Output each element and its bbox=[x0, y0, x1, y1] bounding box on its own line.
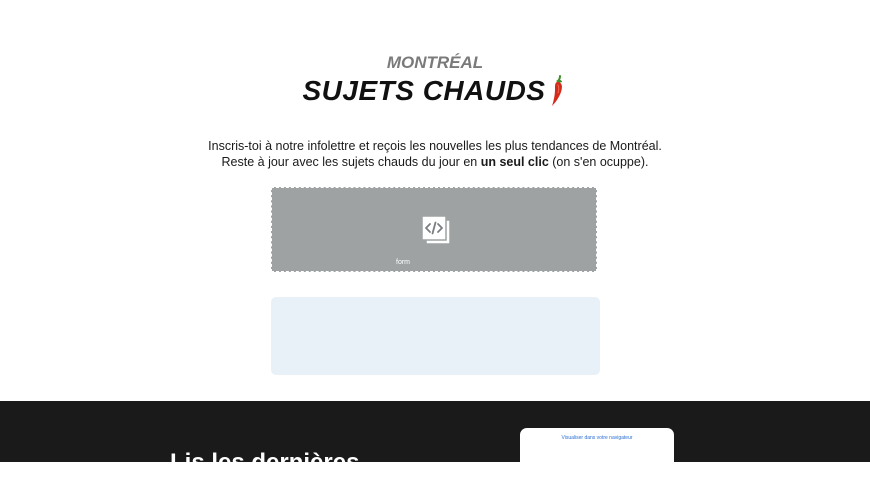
intro-line-2-bold: un seul clic bbox=[480, 155, 549, 169]
latest-news-section bbox=[0, 401, 870, 476]
form-embed-label: form bbox=[396, 259, 410, 266]
content-placeholder-box bbox=[271, 297, 600, 375]
intro-line-1: Inscris-toi à notre infolettre et reçois les nouvelles les plus tendances de Montréal. bbox=[208, 139, 662, 153]
intro-line-2-end: (on s'en ocuppe). bbox=[548, 155, 649, 169]
latest-news-heading: Lis les dernières bbox=[170, 449, 360, 476]
chili-pepper-icon bbox=[549, 74, 567, 108]
logo-main-text: SUJETS CHAUDS bbox=[302, 75, 546, 106]
intro-text bbox=[0, 138, 870, 170]
intro-line-2-start: Reste à jour avec les sujets chauds du jour en bbox=[221, 155, 481, 169]
view-in-browser-link[interactable]: Visualiser dans votre navigateur bbox=[561, 435, 633, 441]
newsletter-preview-card[interactable] bbox=[520, 428, 674, 488]
intro-line-2 bbox=[0, 154, 870, 170]
form-embed-placeholder[interactable] bbox=[271, 187, 597, 272]
code-embed-icon bbox=[420, 214, 452, 246]
site-logo[interactable] bbox=[0, 52, 870, 108]
logo-main-text-wrapper bbox=[303, 74, 568, 108]
logo-city-text: MONTRÉAL bbox=[386, 53, 484, 72]
